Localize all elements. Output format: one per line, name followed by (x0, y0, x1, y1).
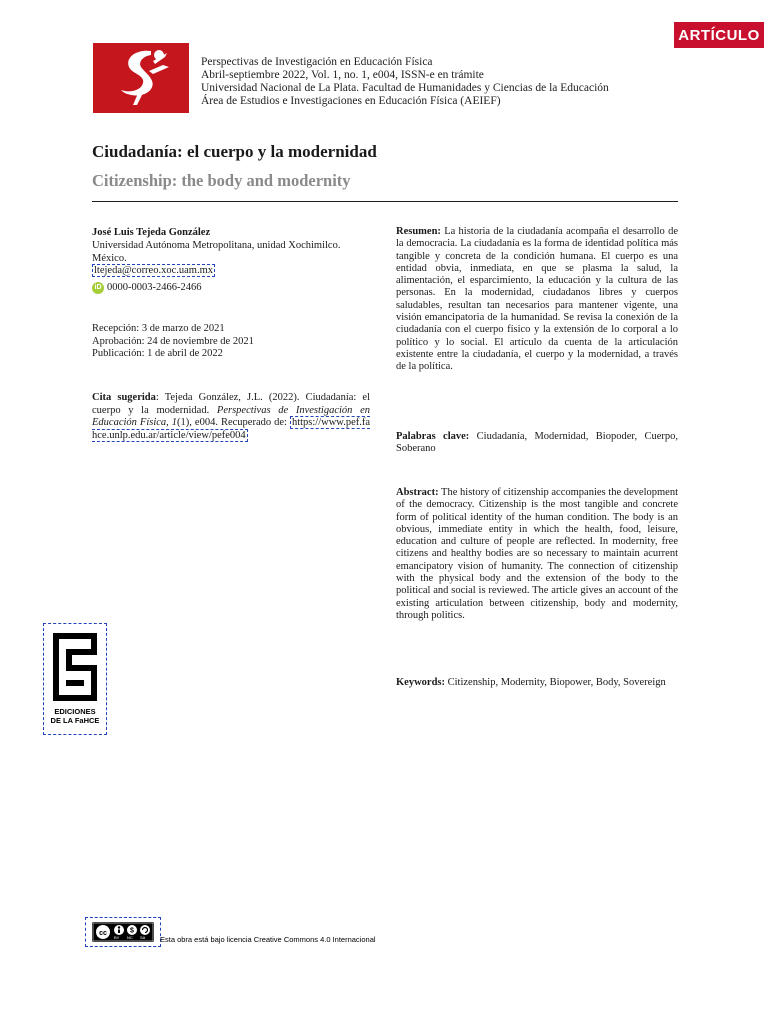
article-type-badge: ARTÍCULO (674, 22, 764, 48)
citation-url-link[interactable]: https://www.pef.fahce.unlp.edu.ar/article/view/pefe004 (92, 417, 371, 441)
publisher-logo-link[interactable] (43, 623, 107, 735)
palabras-clave-section (396, 431, 678, 456)
cc-label-sa: SA (140, 935, 146, 940)
citation-volume: 1 (171, 417, 178, 428)
journal-logo (93, 43, 189, 113)
publisher-logo-line2: DE LA FaHCE (50, 716, 100, 725)
palabras-text: Ciudadanía, Modernidad, Biopoder, Cuerpo, Soberano (396, 431, 678, 455)
resumen-section (396, 226, 678, 374)
journal-header (201, 56, 609, 108)
ediciones-fahce-logo-icon (44, 628, 106, 708)
abstract-section (396, 487, 678, 622)
keywords-section (396, 677, 678, 689)
journal-issue: Abril-septiembre 2022, Vol. 1, no. 1, e004, ISSN-e en trámite (201, 69, 484, 81)
article-title: Ciudadanía: el cuerpo y la modernidad (92, 142, 377, 161)
citation-tail: (1), e004. Recuperado de: (177, 417, 290, 428)
resumen-text: La historia de la ciudadanía acompaña el desarrollo de la democracia. La ciudadanía es la forma de identidad política más tangible y concreta de la condición humana. El cuerpo es una entidad obvia, inmediata, en que se plasma la salud, la alimentación, el esparcimiento, la educación y la cultura de las personas. En la modernidad, ciudadanos libres y cuerpos saludables, resultan tan necesarios para mantener vigente, una visión emancipatoria de la humanidad. Se revisa la conexión de la ciudadanía con el cuerpo físico y la extensión de lo corporal a lo político y lo social. El artículo da cuenta de la articulación existente entre la ciudadanía, el cuerpo y la modernidad, a través de la política. (396, 226, 678, 373)
date-received: Recepción: 3 de marzo de 2021 (92, 323, 225, 334)
author-email-link[interactable]: ltejeda@correo.xoc.uam.mx (94, 265, 213, 276)
date-published: Publicación: 1 de abril de 2022 (92, 348, 223, 359)
cc-by-nc-sa-icon (92, 922, 154, 942)
article-dates (92, 323, 370, 361)
palabras-label: Palabras clave: (396, 431, 470, 442)
author-orcid-row (92, 282, 370, 295)
cc-label-nc: NC (127, 935, 133, 940)
cc-license-link[interactable] (85, 917, 161, 947)
article-title-english: Citizenship: the body and modernity (92, 171, 351, 190)
author-name: José Luis Tejeda González (92, 227, 211, 238)
keywords-text: Citizenship, Modernity, Biopower, Body, Sovereign (447, 677, 666, 688)
author-email-row (92, 265, 370, 278)
journal-title: Perspectivas de Investigación en Educación Física (201, 56, 433, 68)
svg-text:cc: cc (99, 930, 107, 937)
citation-journal: Perspectivas de Investigación en Educación Física (92, 404, 370, 428)
citation-label: Cita sugerida (92, 392, 156, 403)
publisher-logo-line1: EDICIONES (54, 707, 96, 716)
journal-university: Universidad Nacional de La Plata. Facultad de Humanidades y Ciencias de la Educación (201, 82, 609, 94)
title-divider (92, 201, 678, 202)
resumen-label: Resumen: (396, 226, 441, 237)
journal-area: Área de Estudios e Investigaciones en Educación Física (AEIEF) (201, 95, 501, 107)
citation-text: : Tejeda González, J.L. (2022). Ciudadanía: el cuerpo y la modernidad. (92, 392, 370, 416)
license-text: Esta obra está bajo licencia Creative Commons 4.0 Internacional (160, 935, 376, 944)
suggested-citation: Cita sugerida: Tejeda González, J.L. (2022). Ciudadanía: el cuerpo y la modernidad. Perspectivas de Investigación en Educación Física, 1(1), e004. Recuperado de: https://www.pef.fahce.unlp.edu.ar/article/view/pefe004 (92, 392, 371, 441)
abstract-label: Abstract: (396, 487, 439, 498)
keywords-label: Keywords: (396, 677, 445, 688)
orcid-id: 0000-0003-2466-2466 (107, 282, 202, 293)
svg-text:$: $ (130, 927, 134, 935)
orcid-icon[interactable]: iD (92, 282, 104, 294)
author-affiliation: Universidad Autónoma Metropolitana, unidad Xochimilco. México. (92, 240, 341, 264)
date-approved: Aprobación: 24 de noviembre de 2021 (92, 335, 254, 347)
cc-label-by: BY (114, 935, 120, 940)
runner-figure-icon (93, 43, 189, 113)
abstract-text: The history of citizenship accompanies the development of the democracy. Citizenship is the most tangible and concrete form of political identity of the human condition. The body is an obvious, immediate entity in which the health, food, leisure, education and culture of people are reflected. In modernity, free citizens and healthy bodies are so necessary to maintain acurrent emancipatory vision of humanity. The connection of citizenship with the physical body and the extension of the body to the political and social is reviewed. The article gives an account of the existing articulation between citizenship, body and modernity, through politics. (396, 487, 678, 621)
